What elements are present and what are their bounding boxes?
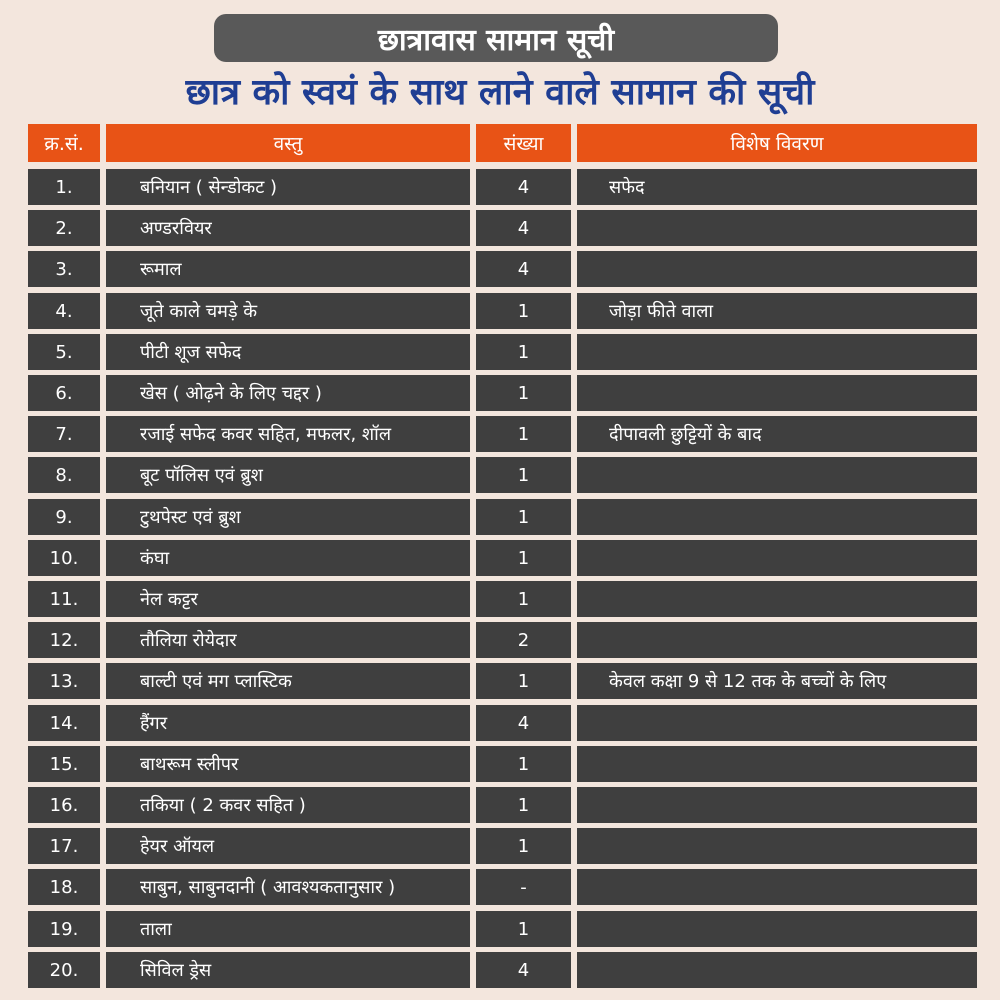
row-details bbox=[577, 705, 977, 741]
row-serial: 4. bbox=[28, 293, 100, 329]
row-quantity: 1 bbox=[476, 334, 571, 370]
row-serial: 9. bbox=[28, 499, 100, 535]
row-details bbox=[577, 210, 977, 246]
row-quantity: 1 bbox=[476, 581, 571, 617]
row-quantity: 1 bbox=[476, 746, 571, 782]
footer-strip bbox=[0, 988, 1000, 1000]
header-serial: क्र.सं. bbox=[28, 124, 100, 162]
row-item: सिविल ड्रेस bbox=[106, 952, 470, 988]
row-quantity: 1 bbox=[476, 540, 571, 576]
row-serial: 14. bbox=[28, 705, 100, 741]
row-item: बाथरूम स्लीपर bbox=[106, 746, 470, 782]
row-quantity: 2 bbox=[476, 622, 571, 658]
row-serial: 20. bbox=[28, 952, 100, 988]
header-quantity: संख्या bbox=[476, 124, 571, 162]
row-quantity: 1 bbox=[476, 293, 571, 329]
row-details: जोड़ा फीते वाला bbox=[577, 293, 977, 329]
row-item: अण्डरवियर bbox=[106, 210, 470, 246]
row-details bbox=[577, 746, 977, 782]
row-details bbox=[577, 540, 977, 576]
row-item: बनियान ( सेन्डोकट ) bbox=[106, 169, 470, 205]
page-title: छात्रावास सामान सूची bbox=[377, 22, 615, 58]
row-serial: 11. bbox=[28, 581, 100, 617]
row-details bbox=[577, 911, 977, 947]
row-item: रजाई सफेद कवर सहित, मफलर, शॉल bbox=[106, 416, 470, 452]
row-item: खेस ( ओढ़ने के लिए चद्दर ) bbox=[106, 375, 470, 411]
row-quantity: - bbox=[476, 869, 571, 905]
row-quantity: 4 bbox=[476, 251, 571, 287]
row-details bbox=[577, 952, 977, 988]
row-details bbox=[577, 869, 977, 905]
row-details: सफेद bbox=[577, 169, 977, 205]
page-title-banner bbox=[214, 14, 778, 62]
row-item: टुथपेस्ट एवं ब्रुश bbox=[106, 499, 470, 535]
row-details bbox=[577, 457, 977, 493]
row-details bbox=[577, 375, 977, 411]
row-item: हेयर ऑयल bbox=[106, 828, 470, 864]
row-item: पीटी शूज सफेद bbox=[106, 334, 470, 370]
row-serial: 6. bbox=[28, 375, 100, 411]
row-serial: 12. bbox=[28, 622, 100, 658]
row-details bbox=[577, 499, 977, 535]
row-serial: 8. bbox=[28, 457, 100, 493]
row-serial: 15. bbox=[28, 746, 100, 782]
row-details bbox=[577, 828, 977, 864]
row-details bbox=[577, 251, 977, 287]
row-details bbox=[577, 787, 977, 823]
row-serial: 1. bbox=[28, 169, 100, 205]
row-serial: 3. bbox=[28, 251, 100, 287]
row-serial: 2. bbox=[28, 210, 100, 246]
row-item: जूते काले चमड़े के bbox=[106, 293, 470, 329]
row-details bbox=[577, 622, 977, 658]
row-details: केवल कक्षा 9 से 12 तक के बच्चों के लिए bbox=[577, 663, 977, 699]
row-details bbox=[577, 581, 977, 617]
row-item: नेल कट्टर bbox=[106, 581, 470, 617]
row-quantity: 4 bbox=[476, 705, 571, 741]
row-serial: 16. bbox=[28, 787, 100, 823]
header-details: विशेष विवरण bbox=[577, 124, 977, 162]
row-item: कंघा bbox=[106, 540, 470, 576]
row-serial: 10. bbox=[28, 540, 100, 576]
row-serial: 5. bbox=[28, 334, 100, 370]
row-serial: 17. bbox=[28, 828, 100, 864]
row-serial: 18. bbox=[28, 869, 100, 905]
row-item: बाल्टी एवं मग प्लास्टिक bbox=[106, 663, 470, 699]
row-item: साबुन, साबुनदानी ( आवश्यकतानुसार ) bbox=[106, 869, 470, 905]
row-item: रूमाल bbox=[106, 251, 470, 287]
row-quantity: 1 bbox=[476, 499, 571, 535]
row-item: हैंगर bbox=[106, 705, 470, 741]
row-quantity: 4 bbox=[476, 952, 571, 988]
row-details bbox=[577, 334, 977, 370]
row-quantity: 1 bbox=[476, 457, 571, 493]
row-quantity: 4 bbox=[476, 210, 571, 246]
row-quantity: 1 bbox=[476, 828, 571, 864]
row-item: बूट पॉलिस एवं ब्रुश bbox=[106, 457, 470, 493]
row-item: तकिया ( 2 कवर सहित ) bbox=[106, 787, 470, 823]
row-quantity: 1 bbox=[476, 911, 571, 947]
row-serial: 13. bbox=[28, 663, 100, 699]
row-quantity: 1 bbox=[476, 416, 571, 452]
row-quantity: 4 bbox=[476, 169, 571, 205]
page-subtitle: छात्र को स्वयं के साथ लाने वाले सामान की सूची bbox=[185, 72, 815, 113]
row-serial: 19. bbox=[28, 911, 100, 947]
row-item: ताला bbox=[106, 911, 470, 947]
row-serial: 7. bbox=[28, 416, 100, 452]
row-quantity: 1 bbox=[476, 787, 571, 823]
row-quantity: 1 bbox=[476, 375, 571, 411]
row-details: दीपावली छुट्टियों के बाद bbox=[577, 416, 977, 452]
row-quantity: 1 bbox=[476, 663, 571, 699]
row-item: तौलिया रोयेदार bbox=[106, 622, 470, 658]
header-item: वस्तु bbox=[106, 124, 470, 162]
